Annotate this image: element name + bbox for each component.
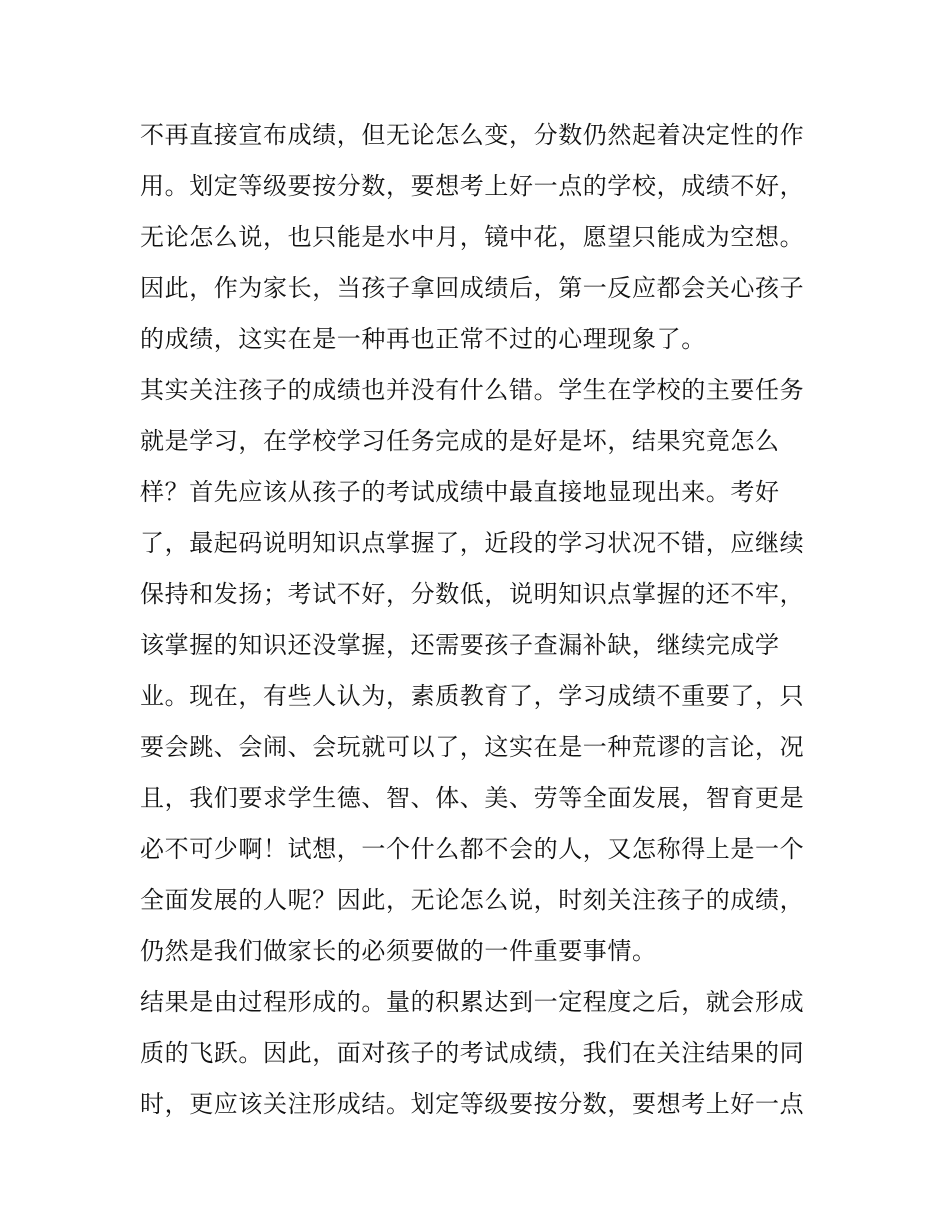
text-line: 业。现在，有些人认为，素质教育了，学习成绩不重要了，只 <box>140 682 805 710</box>
text-line: 因此，作为家长，当孩子拿回成绩后，第一反应都会关心孩子 <box>140 274 805 302</box>
text-line: 时，更应该关注形成结。划定等级要按分数，要想考上好一点 <box>140 1090 805 1118</box>
text-line: 样？首先应该从孩子的考试成绩中最直接地显现出来。考好 <box>140 478 780 506</box>
text-line: 了，最起码说明知识点掌握了，近段的学习状况不错，应继续 <box>140 529 805 557</box>
text-line: 保持和发扬；考试不好，分数低，说明知识点掌握的还不牢， <box>140 580 805 608</box>
text-line: 用。划定等级要按分数，要想考上好一点的学校，成绩不好， <box>140 172 805 200</box>
text-line: 的成绩，这实在是一种再也正常不过的心理现象了。 <box>140 325 706 353</box>
text-line: 就是学习，在学校学习任务完成的是好是坏，结果究竟怎么 <box>140 427 780 455</box>
body-text <box>140 110 820 1130</box>
text-line: 仍然是我们做家长的必须要做的一件重要事情。 <box>140 937 657 965</box>
text-line: 质的飞跃。因此，面对孩子的考试成绩，我们在关注结果的同 <box>140 1039 805 1067</box>
text-line: 其实关注孩子的成绩也并没有什么错。学生在学校的主要任务 <box>140 376 805 404</box>
text-line: 结果是由过程形成的。量的积累达到一定程度之后，就会形成 <box>140 988 805 1016</box>
text-line: 不再直接宣布成绩，但无论怎么变，分数仍然起着决定性的作 <box>140 121 805 149</box>
text-line: 必不可少啊！试想，一个什么都不会的人，又怎称得上是一个 <box>140 835 805 863</box>
text-line: 该掌握的知识还没掌握，还需要孩子查漏补缺，继续完成学 <box>140 631 780 659</box>
text-line: 且，我们要求学生德、智、体、美、劳等全面发展，智育更是 <box>140 784 805 812</box>
text-line: 全面发展的人呢？因此，无论怎么说，时刻关注孩子的成绩， <box>140 886 805 914</box>
text-line: 无论怎么说，也只能是水中月，镜中花，愿望只能成为空想。 <box>140 223 805 251</box>
text-line: 要会跳、会闹、会玩就可以了，这实在是一种荒谬的言论，况 <box>140 733 805 761</box>
